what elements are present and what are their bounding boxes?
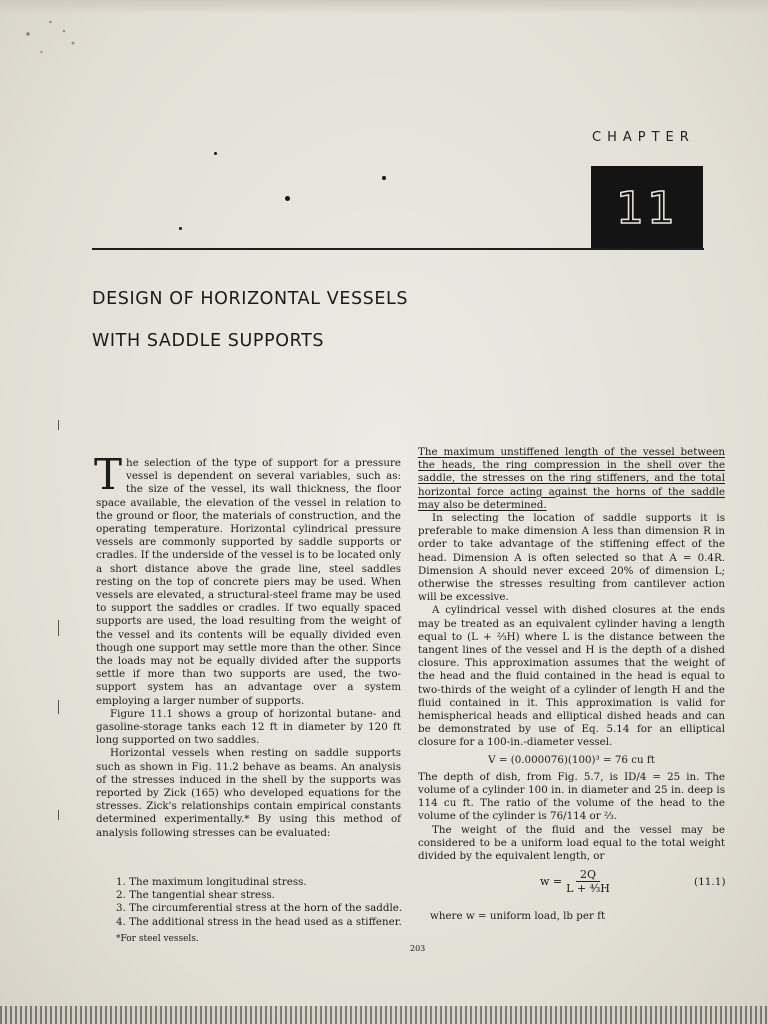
stress-list: [116, 876, 406, 929]
right-column: [418, 446, 725, 863]
paragraph-zick-analysis: Horizontal vessels when resting on saddle supports such as shown in Fig. 11.2 behave as beams. An analysis of the stresses induced in the shell by the supports was reported by Zick (165) who developed equations for the stresses. Zick's relationships contain empirical constants determined experimentally.* By using this method of analysis following stresses can be evaluated:: [96, 747, 401, 839]
list-item: 4. The additional stress in the head used as a stiffener.: [116, 915, 402, 928]
paragraph-equivalent-cylinder: A cylindrical vessel with dished closures at the ends may be treated as an equivalent cylinder having a length equal to (L + ⅔H) where L is the distance between the tangent lines of the vessel and H is the depth of a dished closure. This approximation assumes that the weight of the head and the fluid contained in the head is equal to two-thirds of the weight of a cylinder of length H and the fluid contained in it. This approximation is valid for hemispherical heads and elliptical dished heads and can be demonstrated by use of Eq. 5.14 for an elliptical closure for a 100-in.-diameter vessel.: [418, 604, 725, 749]
intro-text: he selection of the type of support for a pressure vessel is dependent on several variables, such as: the size of the vessel, its wall thickness, the floor space available, the elevation of the vessel in relation to the ground or floor, the materials of construction, and the operating temperature. Horizontal cylindrical pressure vessels are commonly supported by saddle supports or cradles. If the underside of the vessel is to be located only a short distance above the grade line, steel saddles resting on the top of concrete piers may be used. When vessels are elevated, a structural-steel frame may be used to support the saddles or cradles. If two equally spaced supports are used, the load resulting from the weight of the vessel and its contents will be equally divided even though one support may settle more than the other. Since the loads may not be equally divided after the supports settle if more than two supports are used, the two-support system has an advantage over a system employing a larger number of supports.: [96, 457, 401, 707]
chapter-number-box: [591, 166, 703, 250]
paragraph-saddle-location: In selecting the location of saddle supports it is preferable to make dimension A less than dimension R in order to take advantage of the stiffening effect of the head. Dimension A is often selected so that A = 0.4R. Dimension A should never exceed 20% of dimension L; otherwise the stresses resulting from cantilever action will be excessive.: [418, 512, 725, 604]
margin-mark: [58, 810, 59, 820]
chapter-label: CHAPTER: [592, 130, 695, 145]
list-item: 1. The maximum longitudinal stress.: [116, 876, 307, 888]
paragraph-uniform-load: The weight of the fluid and the vessel may be considered to be a uniform load equal to the total weight divided by the equivalent length, or: [418, 823, 725, 863]
paragraph-figure-11-1: Figure 11.1 shows a group of horizontal butane- and gasoline-storage tanks each 12 ft in diameter by 120 ft long supported on two saddles.: [96, 707, 401, 747]
left-column: [94, 450, 401, 840]
formula-numerator: 2Q: [576, 868, 600, 882]
chapter-title-line1: DESIGN OF HORIZONTAL VESSELS: [92, 289, 409, 309]
page-number: 203: [410, 944, 426, 953]
scan-dot: [179, 227, 182, 230]
list-item: 2. The tangential shear stress.: [116, 889, 275, 902]
scan-bottom-edge: [0, 1006, 768, 1024]
title-rule: [92, 248, 704, 250]
margin-mark: [58, 700, 59, 714]
paragraph-unstiffened-length: The maximum unstiffened length of the vessel between the heads, the ring compression in the shell over the saddle, the stresses on the ring stiffeners, and the total horizontal force acting against the horns of the saddle may also be determined.: [418, 446, 725, 511]
intro-paragraph: [94, 450, 401, 708]
equation-number: (11.1): [694, 876, 726, 888]
chapter-number: 11: [616, 182, 678, 234]
chapter-title-line2: WITH SADDLE SUPPORTS: [92, 331, 325, 351]
equation-11-1: [540, 868, 610, 895]
scan-top-edge: [0, 0, 768, 14]
volume-equation: V = (0.000076)(100)³ = 76 cu ft: [488, 753, 655, 766]
paragraph-depth-of-dish: The depth of dish, from Fig. 5.7, is ID/4 = 25 in. The volume of a cylinder 100 in. in diameter and 25 in. deep is 114 cu ft. The ratio of the volume of the head to the volume of the cylinder is 76/114 or ⅔.: [418, 770, 725, 823]
where-definition: where w = uniform load, lb per ft: [430, 910, 606, 922]
margin-mark: [58, 620, 59, 636]
margin-mark: [58, 420, 59, 430]
scan-dot: [214, 152, 217, 155]
formula-lhs: w =: [540, 875, 563, 888]
scan-dot: [382, 176, 386, 180]
scan-dot: [285, 196, 290, 201]
scan-speckle: [10, 10, 100, 70]
formula-denominator: L + ⁴⁄₃H: [566, 882, 610, 895]
formula-fraction: [566, 868, 610, 895]
drop-cap: T: [94, 450, 123, 499]
chapter-title: [92, 278, 408, 362]
footnote: *For steel vessels.: [116, 934, 199, 944]
list-item: 3. The circumferential stress at the horn of the saddle.: [116, 902, 403, 915]
